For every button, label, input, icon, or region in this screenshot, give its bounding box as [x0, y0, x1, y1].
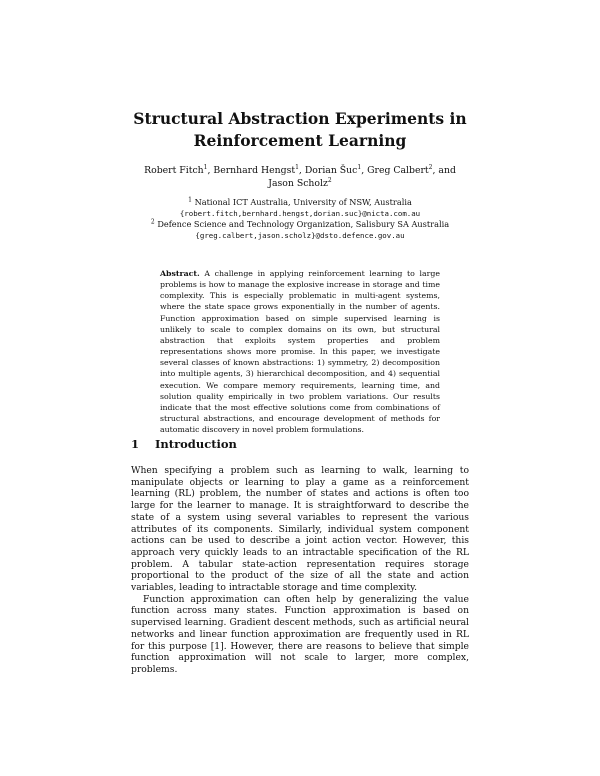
- affiliation-email: {robert.fitch,bernhard.hengst,dorian.suc}@nicta.com.au: [179, 209, 421, 218]
- section-title: Introduction: [155, 437, 237, 451]
- section-heading: [131, 437, 237, 451]
- author-affiliation-mark: 2: [428, 163, 433, 171]
- affiliation-email: {greg.calbert,jason.scholz}@dsto.defence.gov.au: [195, 231, 405, 240]
- author-name: Bernhard Hengst: [213, 165, 296, 176]
- title-line-2: Reinforcement Learning: [193, 131, 407, 150]
- author-name: Greg Calbert: [367, 165, 429, 176]
- affiliation-1: [130, 197, 470, 208]
- affiliation-org: Defence Science and Technology Organization, Salisbury SA Australia: [157, 219, 450, 229]
- abstract-text: A challenge in applying reinforcement learning to large problems is how to manage the explosive increase in storage and time complexity. This is especially problematic in multi-agent systems, where the state space grows exponentially in the number of agents. Function approximation based on simple supervised learning is unlikely to scale to complex domains on its own, but structural abstraction that exploits system properties and problem representations shows more promise. In this paper, we investigate several classes of known abstractions: 1) symmetry, 2) decomposition into multiple agents, 3) hierarchical decomposition, and 4) sequential execution. We compare memory requirements, learning time, and solution quality empirically in two problem variations. Our results indicate that the most effective solutions come from combinations of structural abstractions, and encourage development of methods for automatic discovery in novel problem formulations.: [160, 269, 440, 435]
- section-number: 1: [131, 437, 140, 451]
- title-line-1: Structural Abstraction Experiments in: [133, 109, 467, 128]
- author-affiliation-mark: 1: [295, 163, 299, 171]
- author-name: Robert Fitch: [144, 165, 204, 176]
- body-paragraph: Function approximation can often help by generalizing the value function across many states. Function approximation is based on supervised learning. Gradient descent methods, such as artificial neural networks and linear function approximation are frequently used in RL for this purpose [1]. However, there are reasons to believe that simple function approximation will not scale to larger, more complex, problems.: [131, 593, 469, 675]
- author-name: Dorian Šuc: [304, 165, 358, 176]
- affiliations: [130, 197, 470, 241]
- paper-title: [130, 108, 470, 152]
- author-affiliation-mark: 1: [357, 163, 362, 171]
- affiliation-mark: 1: [188, 196, 192, 204]
- affiliation-mark: 2: [150, 218, 155, 226]
- abstract-label: Abstract.: [160, 269, 200, 278]
- abstract: [160, 268, 440, 435]
- affiliation-org: National ICT Australia, University of NSW, Australia: [194, 197, 412, 207]
- author-affiliation-mark: 1: [203, 163, 208, 171]
- author-name: Jason Scholz: [268, 178, 328, 189]
- section-body: [131, 465, 469, 676]
- body-paragraph: When specifying a problem such as learning to walk, learning to manipulate objects or learning to play a game as a reinforcement learning (RL) problem, the number of states and actions is often too large for the learner to manage. It is straightforward to describe the state of a system using several variables to represent the various attributes of its components. Similarly, individual system component actions can be used to describe a joint action vector. However, this approach very quickly leads to an intractable specification of the RL problem. A tabular state-action representation requires storage proportional to the product of the size of all the state and action variables, leading to intractable storage and time complexity.: [131, 465, 469, 594]
- affiliation-2: [130, 219, 470, 230]
- author-affiliation-mark: 2: [327, 176, 332, 184]
- author-list: Robert Fitch$^1$, Bernhard Hengst$^1$, Dorian Šuc$^1$, Greg Calbert$^2$, and Jason Scholz$^2$: [144, 163, 456, 189]
